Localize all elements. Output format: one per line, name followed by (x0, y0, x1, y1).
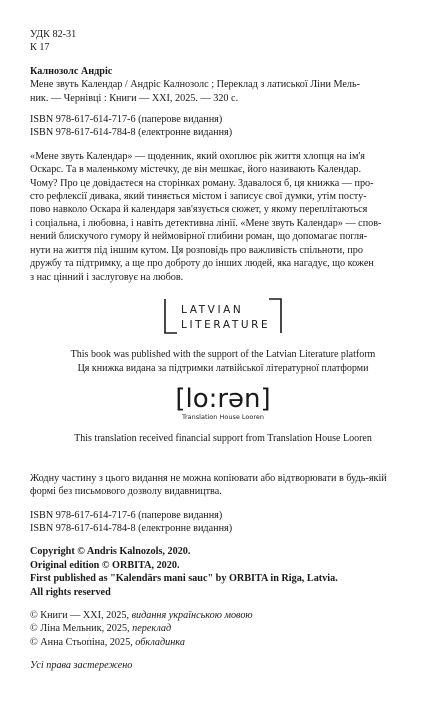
copyright-publisher (30, 609, 416, 622)
rights-notice-line-1: Жодну частину з цього видання не можна копіювати або відтворювати в будь-якій (30, 472, 387, 484)
copyright-cover-plain: © Анна Стьопіна, 2025, (30, 636, 136, 648)
looren-support-text: This translation received financial support from Translation House Looren (74, 433, 372, 445)
annotation-line: нути на життя під іншим кутом. Ця розповідь про важливість спільноти, про (30, 244, 363, 256)
udk-code: УДК 82-31 (30, 29, 77, 40)
annotation-line: дружбу та підтримку, а ще про доброту до інших людей, яка нагадує, що кожен (30, 258, 374, 270)
copyright-cover-role: обкладинка (135, 636, 185, 648)
annotation-line: Чому? Про це довідаєтеся на сторінках роману. Здавалося б, ця книжка — про- (30, 177, 374, 189)
annotation-line: пово навколо Оскара й календаря зав'язується сюжет, у якому переплітаються (30, 204, 368, 216)
copyright-translator-role: переклад (132, 623, 172, 635)
copyright-all-rights: All rights reserved (30, 586, 111, 598)
looren-caption: Translation House Looren (181, 413, 265, 422)
annotation-line: і соціальна, і любовна, і навіть детективна лінії. «Мене звуть Календар» — спов- (30, 217, 382, 229)
isbn-top-ebook: ISBN 978-617-614-784-8 (електронне видання) (30, 127, 233, 139)
latvian-logo-line2: LITERATURE (181, 318, 271, 331)
latvian-literature-logo (163, 298, 283, 334)
copyright-cover (30, 636, 416, 649)
isbn-top-print: ISBN 978-617-614-717-6 (паперове видання) (30, 114, 223, 126)
annotation-line: Оскарс. Та в маленькому містечку, де він мешкає, його називають Календар. (30, 164, 362, 176)
author-heading: Калнозолс Андріс (30, 65, 113, 77)
annotation-line: нений блискучого гумору й неймовірної глибини роман, що допомагає погля- (30, 231, 368, 243)
annotation-line: «Мене звуть Календар» — щоденник, який охоплює рік життя хлопця на ім'я (30, 150, 365, 162)
annotation-line: сто рефлексії дивака, який тиняється містом і записує свої думки, утім посту- (30, 191, 367, 203)
copyright-translator-plain: © Ліна Мельник, 2025, (30, 623, 133, 635)
copyright-page (30, 28, 416, 673)
all-rights-reserved-uk: Усі права застережено (30, 660, 133, 672)
copyright-translator (30, 622, 416, 635)
isbn-bottom-ebook: ISBN 978-617-614-784-8 (електронне видання) (30, 522, 233, 534)
looren-logo: [lo:rən] (175, 384, 271, 415)
rights-notice-line-2: формі без письмового дозволу видавництва. (30, 486, 222, 498)
annotation-line: з нас цінний і заслуговує на любов. (30, 271, 184, 283)
copyright-publisher-plain: © Книги — XXI, 2025, (30, 609, 132, 621)
k-code: К 17 (30, 42, 50, 54)
biblio-line-1: Мене звуть Календар / Андріс Калнозолс ; Переклад з латиської Ліни Мель- (30, 79, 361, 91)
copyright-original: Original edition © ORBITA, 2020. (30, 559, 180, 571)
biblio-line-2: ник. — Чернівці : Книги — XXI, 2025. — 320 с. (30, 92, 239, 104)
copyright-first-published: First published as "Kalendārs mani sauc" by ORBITA in Riga, Latvia. (30, 573, 338, 585)
support-english: This book was published with the support of the Latvian Literature platform (70, 348, 376, 360)
isbn-bottom-print: ISBN 978-617-614-717-6 (паперове видання) (30, 509, 223, 521)
copyright-author: Copyright © Andris Kalnozols, 2020. (30, 546, 191, 558)
annotation (30, 150, 416, 284)
support-ukrainian: Ця книжка видана за підтримки латвійської літературної платформи (77, 362, 369, 374)
latvian-logo-line1: LATVIAN (181, 303, 244, 316)
copyright-publisher-role: видання українською мовою (131, 609, 253, 621)
